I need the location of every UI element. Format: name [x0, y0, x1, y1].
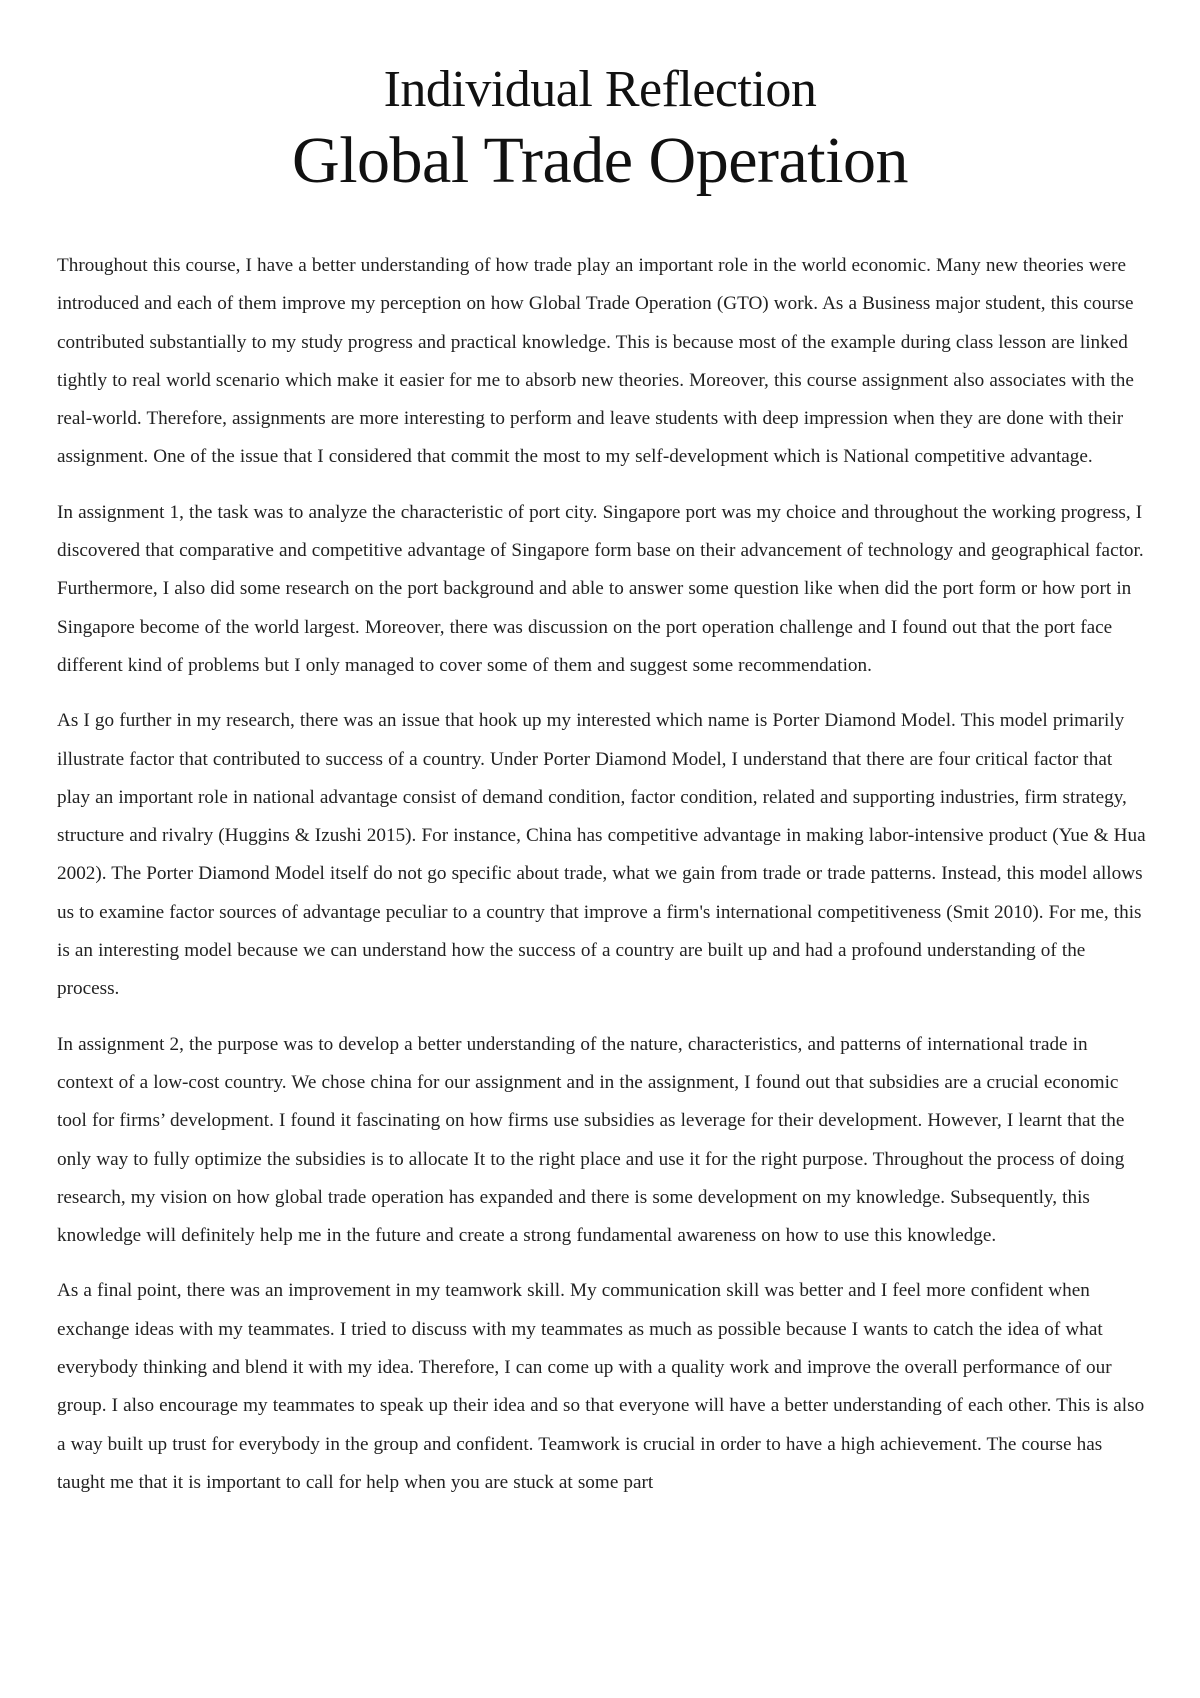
document-header	[0, 58, 1200, 200]
document-subtitle: Global Trade Operation	[292, 124, 908, 197]
document-title: Individual Reflection	[383, 61, 817, 118]
paragraph-assignment-1: In assignment 1, the task was to analyze the characteristic of port city. Singapore port was my choice and throughout the working progress, I discovered that comparative and competitive advantage of Singapore form base on their advancement of technology and geographical factor. Furthermore, I also did some research on the port background and able to answer some question like when did the port form or how port in Singapore become of the world largest. Moreover, there was discussion on the port operation challenge and I found out that the port face different kind of problems but I only managed to cover some of them and suggest some recommendation.	[57, 501, 1144, 676]
paragraph-intro: Throughout this course, I have a better understanding of how trade play an important role in the world economic. Many new theories were introduced and each of them improve my perception on how Global Trade Operation (GTO) work. As a Business major student, this course contributed substantially to my study progress and practical knowledge. This is because most of the example during class lesson are linked tightly to real world scenario which make it easier for me to absorb new theories. Moreover, this course assignment also associates with the real-world. Therefore, assignments are more interesting to perform and leave students with deep impression when they are done with their assignment. One of the issue that I considered that commit the most to my self-development which is National competitive advantage.	[57, 255, 1134, 468]
paragraph-assignment-2: In assignment 2, the purpose was to develop a better understanding of the nature, characteristics, and patterns of international trade in context of a low-cost country. We chose china for our assignment and in the assignment, I found out that subsidies are a crucial economic tool for firms’ development. I found it fascinating on how firms use subsidies as leverage for their development. However, I learnt that the only way to fully optimize the subsidies is to allocate It to the right place and use it for the right purpose. Throughout the process of doing research, my vision on how global trade operation has expanded and there is some development on my knowledge. Subsequently, this knowledge will definitely help me in the future and create a strong fundamental awareness on how to use this knowledge.	[57, 1033, 1125, 1247]
paragraph-porter-diamond: As I go further in my research, there was an issue that hook up my interested which name is Porter Diamond Model. This model primarily illustrate factor that contributed to success of a country. Under Porter Diamond Model, I understand that there are four critical factor that play an important role in national advantage consist of demand condition, factor condition, related and supporting industries, firm strategy, structure and rivalry (Huggins & Izushi 2015). For instance, China has competitive advantage in making labor-intensive product (Yue & Hua 2002). The Porter Diamond Model itself do not go specific about trade, what we gain from trade or trade patterns. Instead, this model allows us to examine factor sources of advantage peculiar to a country that improve a firm's international competitiveness (Smit 2010). For me, this is an interesting model because we can understand how the success of a country are built up and had a profound understanding of the process.	[57, 710, 1146, 1000]
paragraph-teamwork: As a final point, there was an improvement in my teamwork skill. My communication skill was better and I feel more confident when exchange ideas with my teammates. I tried to discuss with my teammates as much as possible because I wants to catch the idea of what everybody thinking and blend it with my idea. Therefore, I can come up with a quality work and improve the overall performance of our group. I also encourage my teammates to speak up their idea and so that everyone will have a better understanding of each other. This is also a way built up trust for everybody in the group and confident. Teamwork is crucial in order to have a high achievement. The course has taught me that it is important to call for help when you are stuck at some part	[57, 1280, 1145, 1493]
document-body	[57, 247, 1147, 1519]
